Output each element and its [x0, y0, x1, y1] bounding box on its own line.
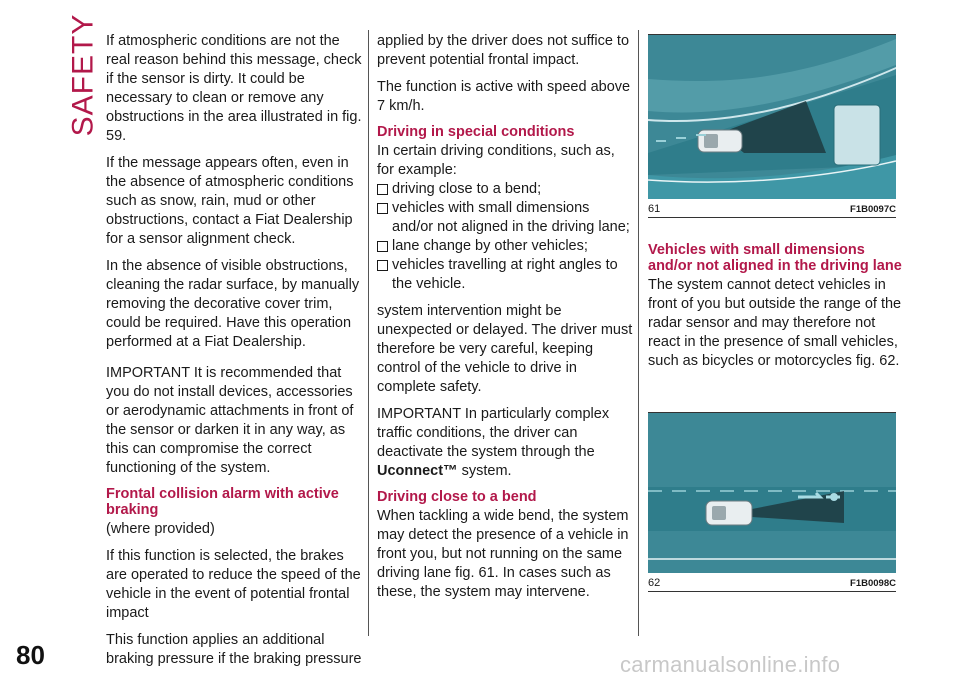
list-item: vehicles travelling at right angles to the vehicle. [377, 256, 633, 294]
heading-special-conditions: Driving in special conditions [377, 124, 575, 140]
paragraph: If the message appears often, even in the absence of atmospheric conditions such as snow, rain, mud or other obstructions, contact a Fiat Dealership for a sensor alignment check. [106, 155, 354, 247]
figure-code: F1B0098C [850, 577, 896, 589]
list-item: driving close to a bend; [377, 180, 633, 199]
watermark: carmanualsonline.info [620, 652, 841, 677]
figure-number: 61 [648, 203, 661, 215]
paragraph: system intervention might be unexpected or delayed. The driver must therefore be very careful, keeping control of the vehicle to drive in complete safety. [377, 303, 633, 395]
bend-illustration [648, 35, 896, 199]
section-tab-label: SAFETY [66, 13, 100, 137]
where-provided-note: (where provided) [106, 521, 215, 537]
figure-code: F1B0097C [850, 203, 896, 215]
heading-bend: Driving close to a bend [377, 489, 537, 505]
important-text: IMPORTANT In particularly complex traffic conditions, the driver can deactivate the system through the [377, 406, 610, 460]
paragraph: If atmospheric conditions are not the real reason behind this message, check if the sensor is dirty. It could be necessary to clean or remove any obstructions in the area illustrated in fig. 59. [106, 33, 362, 144]
list-item: lane change by other vehicles; [377, 237, 633, 256]
column-2 [377, 32, 633, 610]
column-3 [648, 242, 908, 379]
figure-caption [648, 573, 896, 592]
figure-61 [648, 34, 896, 218]
figure-caption [648, 199, 896, 218]
small-vehicle-illustration [648, 413, 896, 573]
paragraph: In certain driving conditions, such as, for example: [377, 143, 615, 178]
paragraph: If this function is selected, the brakes are operated to reduce the speed of the vehicle in the event of potential frontal impact [106, 548, 361, 621]
heading-frontal-collision: Frontal collision alarm with active braking [106, 486, 339, 518]
uconnect-label: Uconnect™ [377, 463, 458, 479]
paragraph: When tackling a wide bend, the system may detect the presence of a vehicle in front you, but not running on the same driving lane fig. 61. In cases such as these, the system may intervene. [377, 508, 629, 600]
column-1 [106, 32, 362, 677]
paragraph: applied by the driver does not suffice to prevent potential frontal impact. [377, 33, 630, 68]
paragraph: This function applies an additional braking pressure if the braking pressure [106, 632, 362, 667]
list-item: vehicles with small dimensions and/or not aligned in the driving lane; [377, 199, 633, 237]
section-tab [30, 13, 100, 137]
paragraph: The function is active with speed above 7 km/h. [377, 79, 631, 114]
paragraph-important [377, 405, 633, 481]
paragraph: The system cannot detect vehicles in front of you but outside the range of the radar sensor and may therefore not react in the presence of small vehicles, such as bicycles or motorcycles fig. 62. [648, 277, 902, 369]
paragraph: In the absence of visible obstructions, cleaning the radar surface, by manually removing the decorative cover trim, could be required. Have this operation performed at a Fiat Dealership. [106, 258, 360, 350]
heading-small-vehicles: Vehicles with small dimensions and/or not aligned in the driving lane [648, 242, 902, 274]
important-suffix: system. [457, 463, 512, 479]
column-divider-2 [638, 30, 639, 636]
figure-number: 62 [648, 577, 661, 589]
page-number: 80 [16, 640, 45, 670]
paragraph: IMPORTANT It is recommended that you do not install devices, accessories or aerodynamic attachments in front of the sensor or darken it in any way, as this can compromise the correct functioning of the system. [106, 365, 354, 476]
figure-62 [648, 412, 896, 592]
column-divider-1 [368, 30, 369, 636]
